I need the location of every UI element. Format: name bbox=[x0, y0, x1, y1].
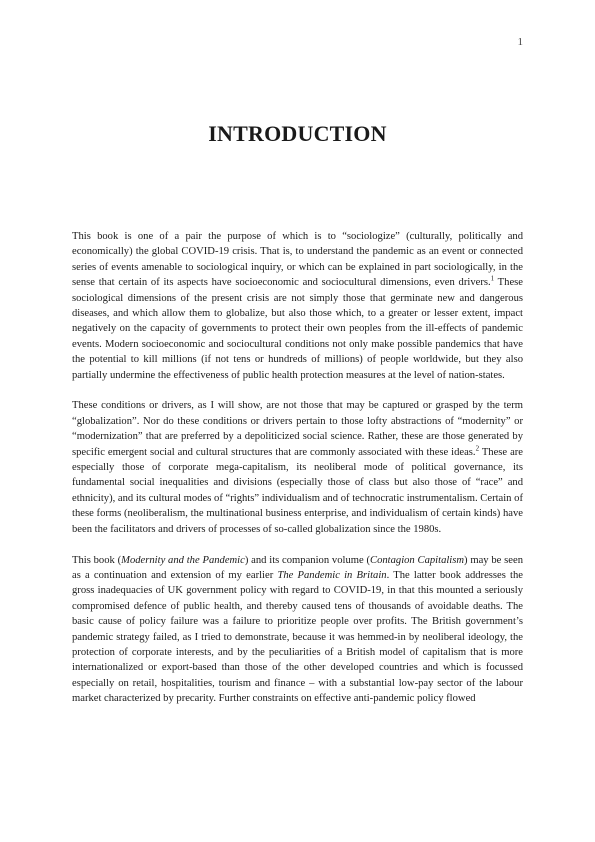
paragraph-3 bbox=[72, 553, 523, 707]
text-run: These sociological dimensions of the present crisis are not simply those that germinate new and dangerous diseases, and which allow them to globalize, but also those which, to a greater or lesser extent, impact negatively on the capacity of governments to protect their own peoples from the ill-effects of pandemic events. Modern socioeconomic and sociocultural conditions not only make possible pandemics that have the potential to kill millions (if not tens or hundreds of millions) of people worldwide, but they also partially undermine the effectiveness of public health protection measures at the level of nation-states. bbox=[72, 277, 523, 381]
book-title-pandemic-britain: The Pandemic in Britain bbox=[277, 569, 387, 581]
footnote-ref-1[interactable]: 1 bbox=[490, 274, 495, 283]
text-run: These conditions or drivers, as I will show, are not those that may be captured or grasped by the term “globalization”. Nor do these conditions or drivers pertain to those lofty abstractions of “modernity” or “modernization” that are preferred by a depoliticized social science. Rather, these are those generated by specific emergent social and cultural structures that are commonly associated with these ideas. bbox=[72, 400, 523, 458]
book-title-modernity: Modernity and the Pandemic bbox=[121, 554, 245, 566]
text-run: ) and its companion volume ( bbox=[244, 554, 370, 566]
page-number: 1 bbox=[517, 36, 523, 48]
paragraph-1 bbox=[72, 229, 523, 383]
text-run: . The latter book addresses the gross inadequacies of UK government policy with regard to COVID-19, in that this mounted a seriously compromised defence of public health, and thereby caused tens of thousands of avoidable deaths. The basic cause of policy failure was a failure to prioritize people over profits. The British government’s pandemic strategy failed, as I tried to demonstrate, because it was hemmed-in by neoliberal ideology, the protection of corporate interests, and by the peculiarities of a British model of capitalism that is more internationalized or export-based than those of the other developed countries and which is focussed especially on retail, hospitalities, tourism and finance – with a substantial low-pay sector of the labour market characterized by precarity. Further constraints on effective anti-pandemic policy flowed bbox=[72, 569, 524, 705]
book-title-contagion: Contagion Capitalism bbox=[370, 554, 465, 566]
body-text bbox=[72, 229, 523, 722]
footnote-ref-2[interactable]: 2 bbox=[475, 444, 480, 453]
paragraph-2 bbox=[72, 398, 523, 537]
chapter-title: INTRODUCTION bbox=[208, 121, 387, 146]
text-run: ) may be seen as a continuation and extension of my earlier bbox=[72, 554, 523, 581]
text-run: This book is one of a pair the purpose of which is to “sociologize” (culturally, politically and economically) the global COVID-19 crisis. That is, to understand the pandemic as an event or connected series of events amenable to sociological inquiry, or which can be explained in part sociologically, in the sense that certain of its aspects have socioeconomic and sociocultural dimensions, even drivers. bbox=[72, 231, 523, 289]
text-run: This book ( bbox=[72, 554, 122, 566]
text-run: These are especially those of corporate mega-capitalism, its neoliberal mode of political governance, its fundamental social inequalities and divisions (especially those of class but also those of “race” and ethnicity), and its cultural modes of “rights” individualism and of technocratic instrumentalism. Certain of these forms (neoliberalism, the multinational business enterprise, and individualism of certain kinds) have been the facilitators and drivers of processes of so-called globalization since the 1980s. bbox=[72, 446, 523, 535]
